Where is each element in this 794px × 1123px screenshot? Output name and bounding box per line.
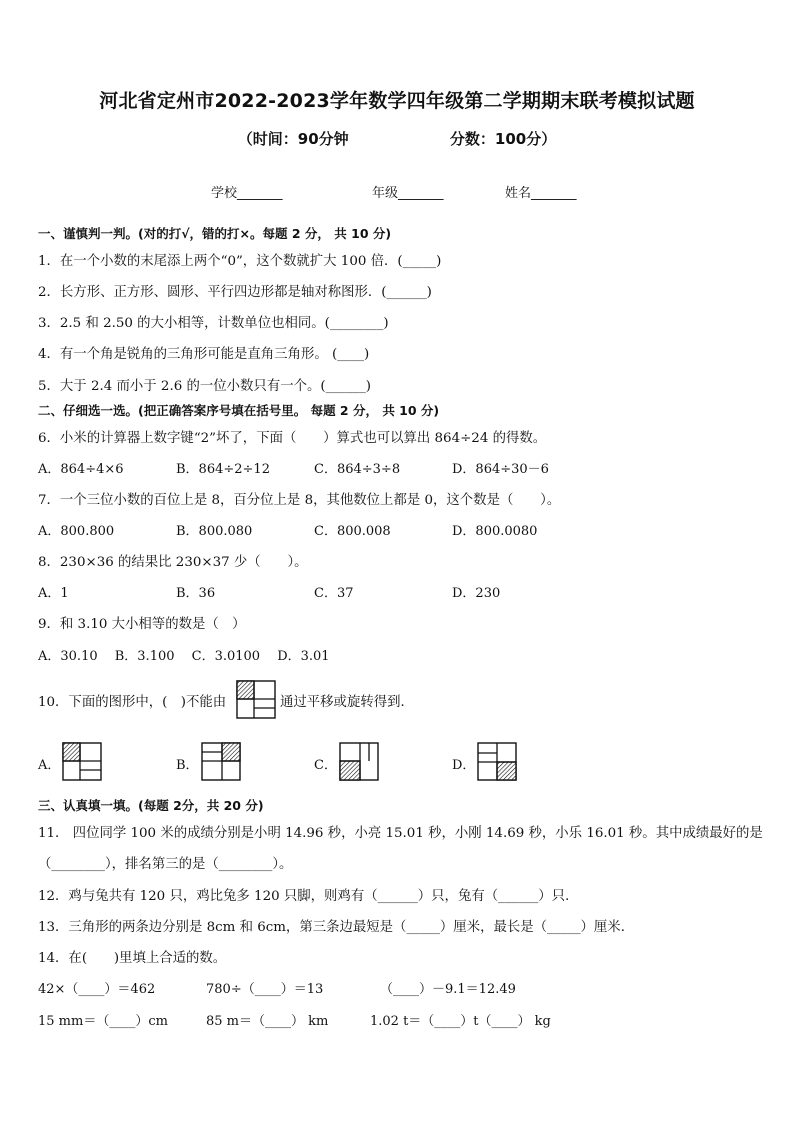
- q8-option-c: C．37: [314, 586, 354, 601]
- q14-blank-1: 42×（____）＝462: [38, 982, 156, 997]
- q10-reference-figure: [236, 680, 278, 720]
- q14-blank-5: 85 m＝（____） km: [206, 1014, 329, 1029]
- q10-figure-a: [62, 742, 104, 782]
- q10-option-c: C．: [314, 758, 337, 773]
- exam-title: 河北省定州市2022-2023学年数学四年级第二学期期末联考模拟试题: [99, 90, 695, 112]
- q10-figure-b: [201, 742, 243, 782]
- q7-option-b: B．800.080: [176, 524, 253, 539]
- question-12: 12．鸡与兔共有 120 只，鸡比兔多 120 只脚，则鸡有（______）只，兔有（______）只．: [38, 889, 579, 904]
- question-4: 4．有一个角是锐角的三角形可能是直角三角形。 (____): [38, 347, 370, 362]
- school-field: 学校_______: [211, 186, 283, 201]
- question-3: 3．2.5 和 2.50 的大小相等，计数单位也相同。(________): [38, 316, 389, 331]
- q6-option-d: D．864÷30－6: [452, 462, 549, 477]
- q6-option-a: A．864÷4×6: [38, 462, 124, 477]
- q7-option-a: A．800.800: [38, 524, 115, 539]
- section1-heading: 一、谨慎判一判。(对的打√，错的打×。每题 2 分， 共 10 分): [38, 226, 392, 241]
- q14-blank-4: 15 mm＝（____）cm: [38, 1014, 168, 1029]
- q6-option-c: C．864÷3÷8: [314, 462, 401, 477]
- q8-option-a: A．1: [38, 586, 69, 601]
- time-limit: （时间：90分钟: [237, 130, 349, 148]
- question-14: 14．在( )里填上合适的数。: [38, 951, 227, 966]
- section2-heading: 二、仔细选一选。(把正确答案序号填在括号里。 每题 2 分， 共 10 分): [38, 403, 440, 418]
- q10-figure-c: [339, 742, 381, 782]
- q10-option-a: A．: [38, 758, 61, 773]
- q14-blank-3: （____）－9.1＝12.49: [380, 982, 516, 997]
- q10-option-d: D．: [452, 758, 476, 773]
- question-9: 9．和 3.10 大小相等的数是（ ）: [38, 617, 246, 632]
- section3-heading: 三、认真填一填。(每题 2分，共 20 分): [38, 798, 264, 813]
- total-score: 分数：100分）: [449, 130, 557, 148]
- q14-blank-2: 780÷（____）＝13: [206, 982, 324, 997]
- q14-blank-6: 1.02 t＝（____）t（____） kg: [370, 1014, 551, 1029]
- question-10-suffix: 通过平移或旋转得到．: [280, 695, 414, 710]
- question-11-line2: （________），排名第三的是（________）。: [38, 857, 293, 872]
- question-1: 1．在一个小数的末尾添上两个“0”，这个数就扩大 100 倍．(_____): [38, 254, 442, 269]
- question-5: 5．大于 2.4 而小于 2.6 的一位小数只有一个。(______): [38, 379, 372, 394]
- question-7: 7．一个三位小数的百位上是 8，百分位上是 8，其他数位上都是 0，这个数是（ ）。: [38, 493, 561, 508]
- question-8: 8．230×36 的结果比 230×37 少（ ）。: [38, 555, 308, 570]
- question-13: 13．三角形的两条边分别是 8cm 和 6cm，第三条边最短是（_____）厘米，最长是（_____）厘米．: [38, 920, 635, 935]
- question-2: 2．长方形、正方形、圆形、平行四边形都是轴对称图形．(______): [38, 285, 432, 300]
- q10-option-b: B．: [176, 758, 199, 773]
- q8-option-d: D．230: [452, 586, 501, 601]
- q6-option-b: B．864÷2÷12: [176, 462, 270, 477]
- question-6: 6．小米的计算器上数字键“2”坏了，下面（ ）算式也可以算出 864÷24 的得数。: [38, 431, 547, 446]
- q8-option-b: B．36: [176, 586, 216, 601]
- q7-option-c: C．800.008: [314, 524, 391, 539]
- question-11-line1: 11． 四位同学 100 米的成绩分别是小明 14.96 秒，小亮 15.01 秒，小刚 14.69 秒，小乐 16.01 秒。其中成绩最好的是: [38, 826, 763, 841]
- name-field: 姓名_______: [505, 186, 577, 201]
- grade-field: 年级_______: [372, 186, 444, 201]
- q7-option-d: D．800.0080: [452, 524, 538, 539]
- question-10-prefix: 10．下面的图形中，( )不能由: [38, 695, 227, 710]
- exam-subtitle: [0, 128, 794, 149]
- q9-options: A．30.10 B．3.100 C．3.0100 D．3.01: [38, 649, 330, 664]
- q10-figure-d: [477, 742, 519, 782]
